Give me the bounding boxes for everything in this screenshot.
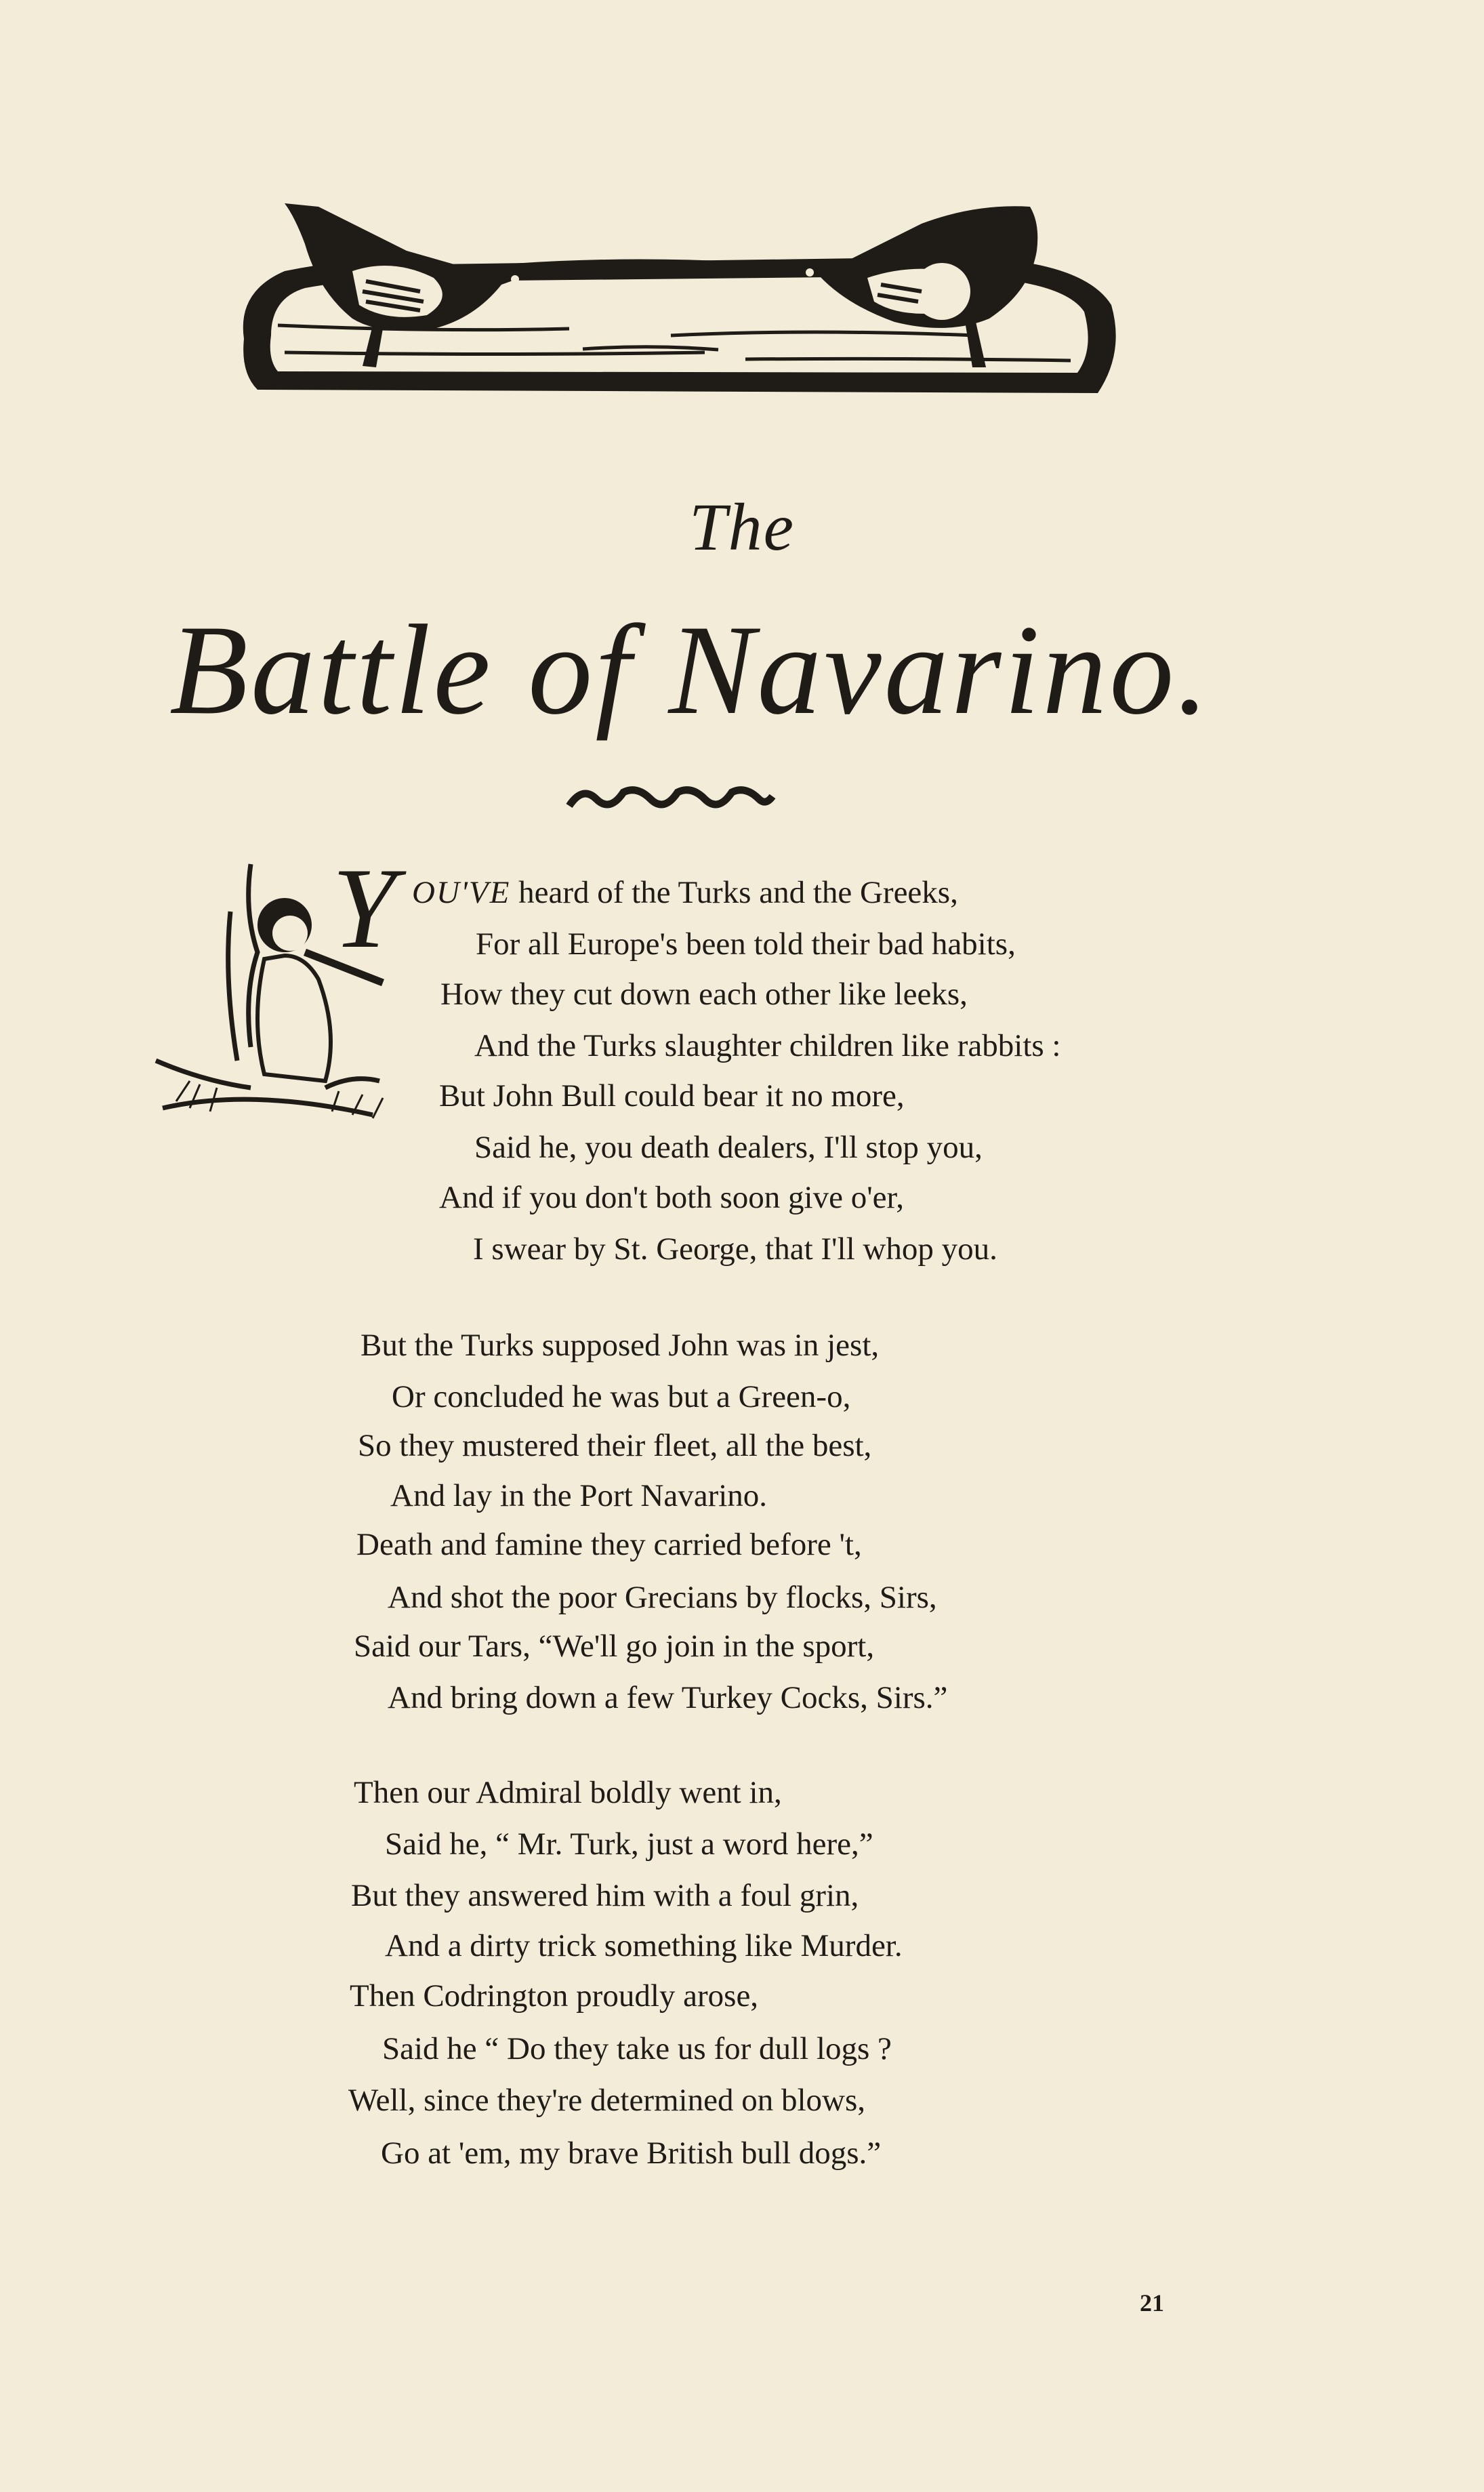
wave-ornament <box>566 783 776 815</box>
poem-line: But the Turks supposed John was in jest, <box>360 1328 880 1363</box>
poem-line: Or concluded he was but a Green-o, <box>392 1379 851 1414</box>
drop-cap-letter: Y <box>332 844 396 972</box>
poem-line: I swear by St. George, that I'll whop you. <box>473 1231 997 1267</box>
poem-line: But John Bull could bear it no more, <box>439 1078 905 1114</box>
first-line-text: heard of the Turks and the Greeks, <box>510 875 958 910</box>
poem-line: Then Codrington proudly arose, <box>350 1978 759 2014</box>
poem-line: Death and famine they carried before 't, <box>356 1527 862 1562</box>
poem-line: And a dirty trick something like Murder. <box>385 1928 903 1963</box>
poem-line <box>412 874 958 911</box>
poem-line: Said he, “ Mr. Turk, just a word here,” <box>385 1826 873 1862</box>
poem-line: Said he, you death dealers, I'll stop you, <box>474 1130 983 1165</box>
page-number: 21 <box>1140 2289 1164 2316</box>
poem-line: Said he “ Do they take us for dull logs ? <box>382 2031 892 2066</box>
opening-word: OU'VE <box>412 875 511 910</box>
page-title: Battle of Navarino. <box>169 599 1212 741</box>
poem-line: And if you don't both soon give o'er, <box>439 1180 905 1215</box>
poem-line: But they answered him with a foul grin, <box>351 1878 859 1913</box>
poem-line: Said our Tars, “We'll go join in the sport, <box>354 1629 875 1664</box>
poem-line: So they mustered their fleet, all the best, <box>358 1428 872 1463</box>
poem-line: Go at 'em, my brave British bull dogs.” <box>381 2136 882 2171</box>
title-prefix: The <box>689 489 795 565</box>
poem-line: And lay in the Port Navarino. <box>390 1478 768 1513</box>
poem-line: How they cut down each other like leeks, <box>440 977 968 1012</box>
poem-line: For all Europe's been told their bad habits, <box>476 926 1016 962</box>
poem-line: And shot the poor Grecians by flocks, Sirs, <box>388 1580 937 1615</box>
poem-line: Then our Admiral boldly went in, <box>354 1775 782 1810</box>
poem-line: And the Turks slaughter children like rabbits : <box>474 1028 1061 1063</box>
woodcut-birds-illustration <box>230 190 1125 413</box>
poem-line: Well, since they're determined on blows, <box>348 2083 865 2118</box>
poem-line: And bring down a few Turkey Cocks, Sirs.” <box>388 1680 948 1715</box>
